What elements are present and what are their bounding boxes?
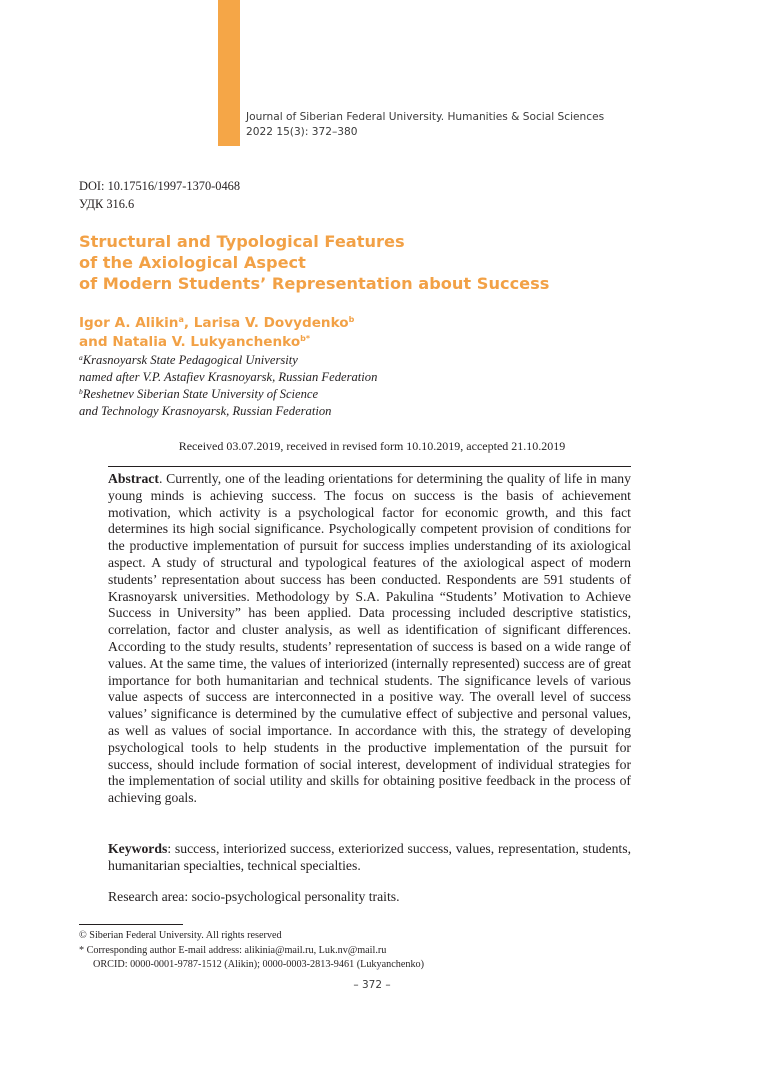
abstract-divider (108, 466, 631, 467)
corresponding-author-note: * Corresponding author E-mail address: alikinia@mail.ru, Luk.nv@mail.ru (79, 944, 387, 956)
doi: DOI: 10.17516/1997-1370-0468 (79, 179, 241, 193)
affiliation-mark: a (79, 353, 83, 362)
title-line: Structural and Typological Features (79, 232, 405, 251)
affiliations (79, 352, 377, 420)
title-line: of Modern Students’ Representation about Success (79, 274, 550, 293)
author-name: and Natalia V. Lukyanchenko (79, 334, 301, 350)
received-dates: Received 03.07.2019, received in revised form 10.10.2019, accepted 21.10.2019 (178, 439, 566, 453)
affiliation-mark: b (348, 315, 355, 324)
keywords (108, 841, 631, 875)
copyright-note: © Siberian Federal University. All rights reserved (79, 930, 282, 941)
affiliation-mark: b (79, 387, 83, 396)
author-name: Igor A. Alikin (79, 315, 179, 331)
accent-bar (218, 0, 240, 146)
title-line: of the Axiological Aspect (79, 253, 306, 272)
abstract-text: . Currently, one of the leading orientations for determining the quality of life in many young minds is achieving success. The focus on success is the basis of achievement motivation, which activity is a psychological factor for economic growth, and this fact determines its high social significance. Psychologically competent provision of conditions for the productive implementation of pursuit for success implies understanding of its axiological aspect. A study of structural and typological features of the axiological aspect of modern students’ representation about success has been conducted. Respondents are 591 students of Krasnoyarsk universities. Methodology by S.A. Pakulina “Students’ Motivation to Achieve Success in University” has been applied. Data processing included descriptive statistics, correlation, factor and cluster analysis, as well as identification of significant differences. According to the study results, students’ representation of success is based on a wide range of values. At the same time, the values of interiorized (internally represented) success are of great importance for both humanitarian and technical students. The significance levels of various value aspects of success are interconnected in a positive way. The overall level of success values’ significance is determined by the cumulative effect of subjective and personal values, as well as values of social importance. In accordance with this, the strategy of developing psychological tools to help students in the productive implementation of the pursuit for success, should include formation of social interest, development of individual strategies for the implementation of social utility and skills for obtaining positive feedback in the process of achieving goals. (108, 471, 631, 806)
orcid-note: ORCID: 0000-0001-9787-1512 (Alikin); 0000-0003-2813-9461 (Lukyanchenko) (93, 959, 425, 970)
article-identifiers (79, 178, 240, 213)
abstract (108, 471, 631, 807)
article-title (79, 231, 679, 294)
journal-header (246, 110, 604, 140)
affiliation-a-line-1 (79, 352, 377, 369)
affiliation-mark: a (178, 315, 184, 324)
keywords-label: Keywords (108, 841, 168, 856)
affiliation-text: Krasnoyarsk State Pedagogical University (82, 353, 298, 367)
footnote-divider (79, 924, 183, 925)
author-list (79, 314, 354, 352)
affiliation-a-line-2: named after V.P. Astafiev Krasnoyarsk, Russian Federation (79, 370, 378, 384)
authors-line-1 (79, 314, 354, 333)
footnotes (79, 929, 424, 973)
author-name: , Larisa V. Dovydenko (183, 315, 349, 331)
affiliation-text: Reshetnev Siberian State University of Science (82, 387, 319, 401)
journal-issue: 2022 15(3): 372–380 (246, 126, 358, 138)
affiliation-b-line-1 (79, 386, 377, 403)
abstract-label: Abstract (108, 471, 159, 486)
journal-name: Journal of Siberian Federal University. Humanities & Social Sciences (246, 111, 605, 123)
affiliation-mark: b* (300, 334, 311, 343)
keywords-text: : success, interiorized success, exteriorized success, values, representation, students, humanitarian specialties, technical specialties. (108, 841, 631, 873)
page-number: – 372 – (353, 979, 391, 991)
research-area: Research area: socio-psychological personality traits. (108, 889, 400, 904)
affiliation-b-line-2: and Technology Krasnoyarsk, Russian Federation (79, 404, 332, 418)
authors-line-2 (79, 333, 354, 352)
udk: УДК 316.6 (79, 196, 135, 211)
